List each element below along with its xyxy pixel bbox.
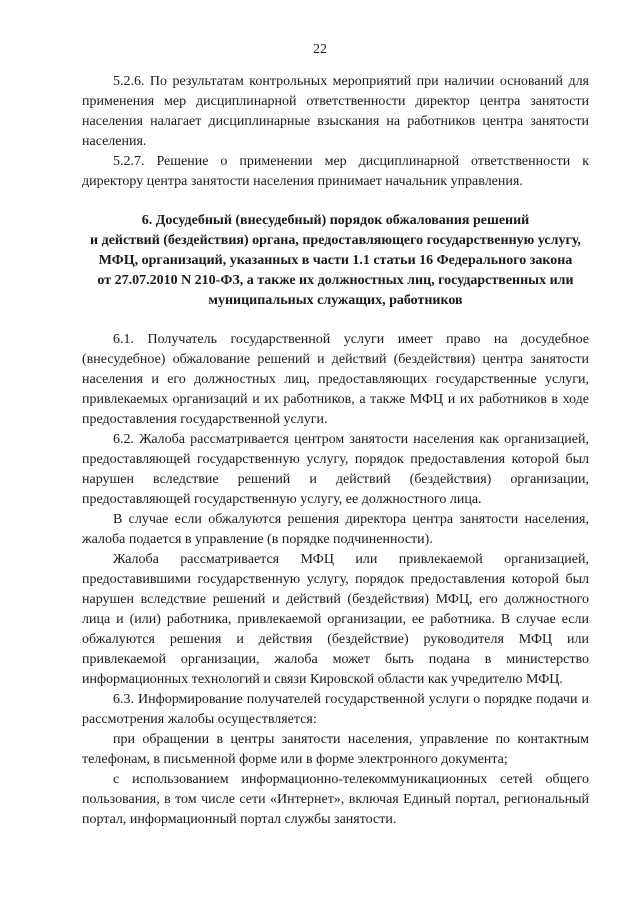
section-heading-line: МФЦ, организаций, указанных в части 1.1 статьи 16 Федерального закона [98, 253, 573, 268]
section-heading [82, 211, 589, 311]
paragraph-informing-contacts: при обращении в центры занятости населения, управление по контактным телефонам, в письменной форме или в форме электронного документа; [82, 732, 589, 767]
section-heading-line: 6. Досудебный (внесудебный) порядок обжалования решений [141, 213, 530, 228]
paragraph-informing-internet: с использованием информационно-телекоммуникационных сетей общего пользования, в том числе сети «Интернет», включая Единый портал, региональный портал, информационный портал службы занятости. [82, 772, 589, 827]
paragraph-6-1: 6.1. Получатель государственной услуги имеет право на досудебное (внесудебное) обжалование решений и действий (бездействия) центра занятости населения и его должностных лиц, предоставляющих государственные услуги, привлекаемых организаций и их работников, а также МФЦ и их работников в ходе предоставления государственной услуги. [82, 332, 589, 427]
section-heading-line: и действий (бездействия) органа, предоставляющего государственную услугу, [90, 233, 581, 248]
section-heading-line: от 27.07.2010 N 210-ФЗ, а также их должностных лиц, государственных или [97, 273, 574, 288]
paragraph-5-2-7: 5.2.7. Решение о применении мер дисциплинарной ответственности к директору центра занятости населения принимает начальник управления. [82, 154, 589, 189]
section-heading-line: муниципальных служащих, работников [208, 293, 463, 308]
paragraph-6-3: 6.3. Информирование получателей государственной услуги о порядке подачи и рассмотрения жалобы осуществляется: [82, 692, 589, 727]
page-number: 22 [313, 42, 327, 57]
paragraph-mfc-complaint: Жалоба рассматривается МФЦ или привлекаемой организацией, предоставившими государственную услугу, порядок предоставления которой был нарушен вследствие решений и действий (бездействия) МФЦ, его должностного лица и (или) работника, привлекаемой организации, ее работника. В случае если обжалуются решения и действия (бездействие) руководителя МФЦ или привлекаемой организации, жалоба может быть подана в министерство информационных технологий и связи Кировской области как учредителю МФЦ. [82, 552, 589, 687]
paragraph-5-2-6: 5.2.6. По результатам контрольных мероприятий при наличии оснований для применения мер дисциплинарной ответственности директор центра занятости населения налагает дисциплинарные взыскания на работников центра занятости населения. [82, 74, 589, 149]
paragraph-6-2: 6.2. Жалоба рассматривается центром занятости населения как организацией, предоставляющей государственную услугу, порядок предоставления которой был нарушен вследствие решений и действий (бездействия) организации, предоставляющей государственную услугу, ее должностного лица. [82, 432, 589, 507]
document-body [82, 72, 589, 830]
paragraph-director-complaint: В случае если обжалуются решения директора центра занятости населения, жалоба подается в управление (в порядке подчиненности). [82, 512, 589, 547]
